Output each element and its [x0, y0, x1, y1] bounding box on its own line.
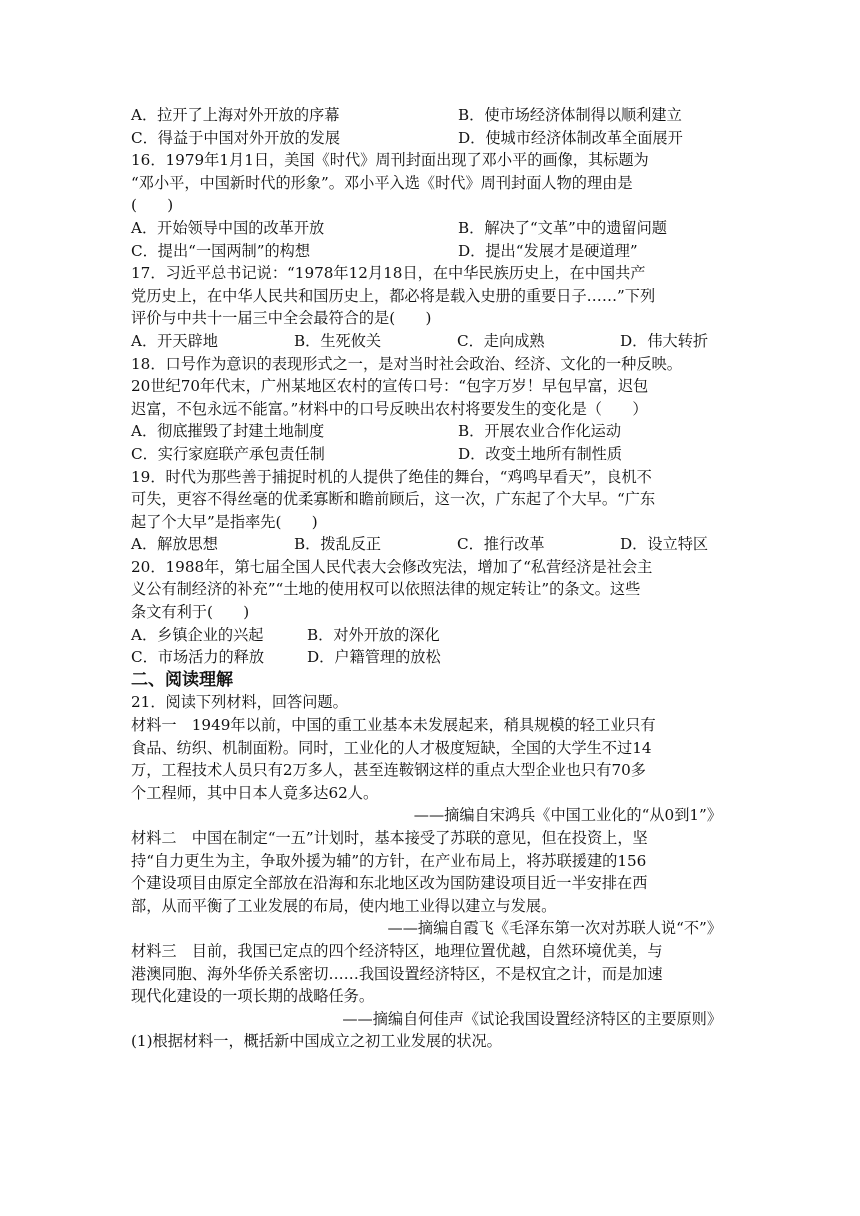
q18-option-c: C．实行家庭联产承包责任制: [131, 444, 325, 463]
q19-stem-line-2: 可失，更容不得丝毫的优柔寡断和瞻前顾后，这一次，广东起了个大早。“广东: [131, 490, 656, 509]
q18-stem-line-1: 18．口号作为意识的表现形式之一，是对当时社会政治、经济、文化的一种反映。: [131, 354, 682, 373]
q16-option-b: B．解决了“文革”中的遗留问题: [458, 218, 667, 237]
q17-option-a: A．开天辟地: [131, 331, 218, 350]
q16-options-row-1: [131, 217, 731, 240]
q19-option-d: D．设立特区: [620, 535, 709, 554]
q18-option-d: D．改变土地所有制性质: [458, 444, 623, 463]
q19-stem-line-1: 19．时代为那些善于捕捉时机的人提供了绝佳的舞台，“鸡鸣早看天”，良机不: [131, 467, 652, 486]
q17-stem-line-3: 评价与中共十一届三中全会最符合的是( ): [131, 309, 432, 328]
material-2-line-3: 个建设项目由原定全部放在沿海和东北地区改为国防建设项目近一半安排在西: [131, 874, 648, 893]
q16-option-c: C．提出“一国两制”的构想: [131, 241, 311, 260]
material-2-line-4: 部，从而平衡了工业发展的布局，使内地工业得以建立与发展。: [131, 896, 557, 915]
q18-stem-line-2: 20世纪70年代末，广州某地区农村的宣传口号：“包字万岁！早包早富，迟包: [131, 377, 649, 396]
q20-stem-line-1: 20．1988年，第七届全国人民代表大会修改宪法，增加了“私营经济是社会主: [131, 557, 653, 576]
q15-option-a: A．拉开了上海对外开放的序幕: [131, 106, 340, 124]
q15-option-b: B．使市场经济体制得以顺利建立: [458, 106, 682, 124]
material-1-line-2: 食品、纺织、机制面粉。同时，工业化的人才极度短缺，全国的大学生不过14: [131, 738, 652, 757]
material-1-source: ——摘编自宋鸿兵《中国工业化的“从0到1”》: [413, 806, 722, 825]
q19-option-c: C．推行改革: [457, 535, 545, 554]
q18-options-row-2: [131, 443, 731, 466]
q20-stem-line-2: 义公有制经济的补充”“土地的使用权可以依照法律的规定转让”的条文。这些: [131, 580, 641, 599]
section-heading: 二、阅读理解: [131, 669, 233, 690]
material-3-line-3: 现代化建设的一项长期的战略任务。: [131, 987, 374, 1006]
material-2-line-1: 材料二 中国在制定“一五”计划时，基本接受了苏联的意见，但在投资上，坚: [131, 829, 648, 847]
q18-option-a: A．彻底摧毁了封建土地制度: [131, 422, 325, 441]
q15-option-d: D．使城市经济体制改革全面展开: [458, 128, 683, 147]
q15-options-row-1: [131, 104, 731, 127]
q21-subquestion-1: (1)根据材料一，概括新中国成立之初工业发展的状况。: [131, 1032, 502, 1051]
q20-options-row-1: [131, 624, 731, 647]
q16-options-row-2: [131, 240, 731, 263]
q20-option-b: B．对外开放的深化: [307, 625, 440, 644]
q17-option-c: C．走向成熟: [457, 331, 545, 350]
q17-option-d: D．伟大转折: [620, 331, 709, 350]
q18-options-row-1: [131, 420, 731, 443]
q20-option-c: C．市场活力的释放: [131, 648, 265, 667]
material-1-line-3: 万，工程技术人员只有2万多人，甚至连鞍钢这样的重点大型企业也只有70多: [131, 761, 646, 780]
material-2-line-2: 持“自力更生为主，争取外援为辅”的方针，在产业布局上，将苏联援建的156: [131, 851, 647, 870]
q20-options-row-2: [131, 646, 731, 669]
q15-option-c: C．得益于中国对外开放的发展: [131, 128, 341, 147]
q15-options-row-2: [131, 127, 731, 150]
q16-option-d: D．提出“发展才是硬道理”: [458, 241, 638, 260]
q17-stem-line-1: 17．习近平总书记说：“1978年12月18日，在中华民族历史上，在中国共产: [131, 264, 646, 283]
material-1-line-1: 材料一 1949年以前，中国的重工业基本未发展起来，稍具规模的轻工业只有: [131, 716, 656, 735]
material-3-line-2: 港澳同胞、海外华侨关系密切……我国设置经济特区，不是权宜之计，而是加速: [131, 964, 663, 983]
q19-stem-line-3: 起了个大早”是指率先( ): [131, 512, 318, 531]
exam-page: [131, 104, 731, 1053]
q19-option-b: B．拨乱反正: [294, 535, 382, 554]
q19-options-row: [131, 533, 731, 556]
q17-stem-line-2: 党历史上，在中华人民共和国历史上，都必将是载入史册的重要日子……”下列: [131, 286, 656, 305]
q20-stem-line-3: 条文有利于( ): [131, 603, 250, 622]
material-3-source: ——摘编自何佳声《试论我国设置经济特区的主要原则》: [342, 1009, 722, 1028]
q20-option-a: A．乡镇企业的兴起: [131, 625, 264, 644]
q16-stem-line-2: “邓小平，中国新时代的形象”。邓小平入选《时代》周刊封面人物的理由是: [131, 173, 633, 192]
q20-option-d: D．户籍管理的放松: [307, 648, 441, 667]
q21-intro: 21．阅读下列材料，回答问题。: [131, 693, 348, 712]
q16-stem-line-3: ( ): [131, 196, 174, 215]
q17-option-b: B．生死攸关: [294, 331, 382, 350]
q18-option-b: B．开展农业合作化运动: [458, 422, 622, 441]
q16-option-a: A．开始领导中国的改革开放: [131, 218, 325, 237]
material-3-line-1: 材料三 目前，我国已定点的四个经济特区，地理位置优越，自然环境优美，与: [131, 941, 663, 960]
q16-stem-line-1: 16．1979年1月1日，美国《时代》周刊封面出现了邓小平的画像，其标题为: [131, 151, 649, 170]
q19-option-a: A．解放思想: [131, 535, 218, 554]
q17-options-row: [131, 330, 731, 353]
material-1-line-4: 个工程师，其中日本人竟多达62人。: [131, 783, 379, 802]
q18-stem-line-3: 迟富，不包永远不能富。”材料中的口号反映出农村将要发生的变化是（ ）: [131, 399, 648, 418]
material-2-source: ——摘编自霞飞《毛泽东第一次对苏联人说“不”》: [387, 919, 722, 938]
